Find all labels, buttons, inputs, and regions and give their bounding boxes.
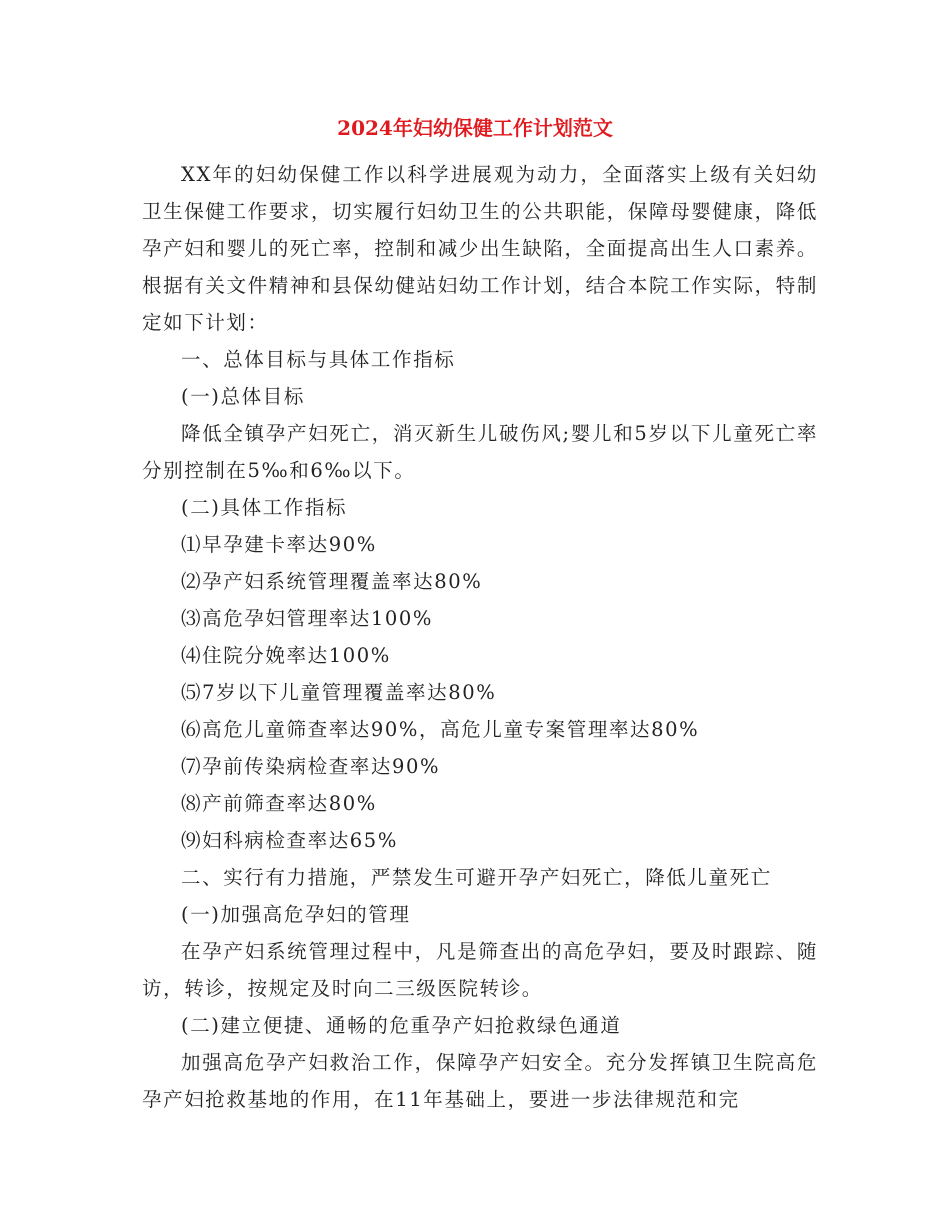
body-paragraph: 降低全镇孕产妇死亡，消灭新生儿破伤风;婴儿和5岁以下儿童死亡率分别控制在5‰和6‰以下。 [142, 422, 818, 482]
document-title: 2024年妇幼保健工作计划范文 [337, 116, 613, 140]
indicator-item: ⑹高危儿童筛查率达90%，高危儿童专案管理率达80% [181, 718, 700, 741]
indicator-item: ⑷住院分娩率达100% [181, 644, 391, 667]
indicator-item: ⑶高危孕妇管理率达100% [181, 607, 434, 630]
subsection-heading: (二)具体工作指标 [181, 496, 348, 519]
subsection-heading: (二)建立便捷、通畅的危重孕产妇抢救绿色通道 [181, 1014, 622, 1037]
indicator-item: ⑺孕前传染病检查率达90% [181, 755, 441, 778]
indicator-item: ⑵孕产妇系统管理覆盖率达80% [181, 570, 483, 593]
section-heading-1: 一、总体目标与具体工作指标 [181, 348, 456, 371]
indicator-item: ⑻产前筛查率达80% [181, 792, 377, 815]
indicator-item: ⑸7岁以下儿童管理覆盖率达80% [181, 681, 497, 704]
section-heading-2: 二、实行有力措施，严禁发生可避开孕产妇死亡，降低儿童死亡 [181, 866, 772, 889]
subsection-heading: (一)总体目标 [181, 385, 305, 408]
intro-paragraph: XX年的妇幼保健工作以科学进展观为动力，全面落实上级有关妇幼卫生保健工作要求，切实履行妇幼卫生的公共职能，保障母婴健康，降低孕产妇和婴儿的死亡率，控制和减少出生缺陷，全面提高出生人口素养。根据有关文件精神和县保幼健站妇幼工作计划，结合本院工作实际，特制定如下计划： [142, 163, 818, 334]
indicator-item: ⑼妇科病检查率达65% [181, 829, 398, 852]
subsection-heading: (一)加强高危孕妇的管理 [181, 903, 411, 926]
body-paragraph: 加强高危孕产妇救治工作，保障孕产妇安全。充分发挥镇卫生院高危孕产妇抢救基地的作用，在11年基础上，要进一步法律规范和完 [142, 1051, 818, 1111]
body-paragraph: 在孕产妇系统管理过程中，凡是筛查出的高危孕妇，要及时跟踪、随访，转诊，按规定及时向二三级医院转诊。 [142, 940, 818, 1000]
indicator-item: ⑴早孕建卡率达90% [181, 533, 377, 556]
document-body [142, 156, 818, 1118]
